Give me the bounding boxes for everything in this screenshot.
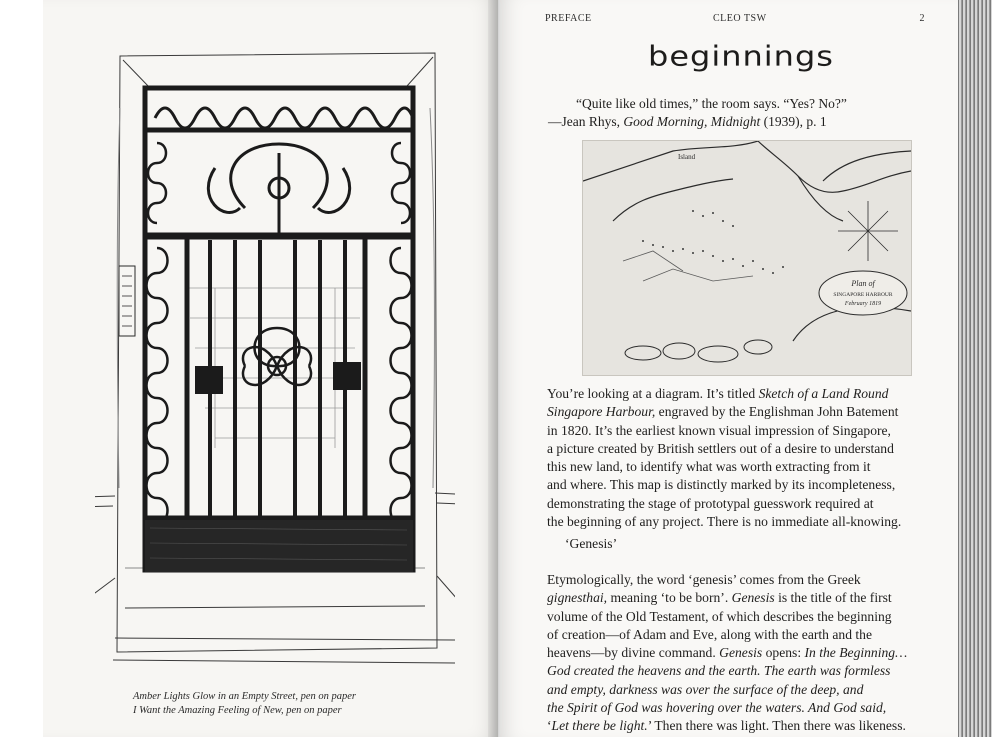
p1-line: and where. This map is distinctly marked by its incompleteness, xyxy=(547,477,896,493)
p2-line xyxy=(547,589,929,607)
text: ‘ xyxy=(547,718,552,734)
p2-line: of creation—of Adam and Eve, along with the earth and the xyxy=(547,626,873,642)
harbour-map xyxy=(582,140,912,376)
text-italic: Singapore Harbour, xyxy=(547,404,656,420)
attribution-post: (1939), p. 1 xyxy=(760,114,827,129)
p2-line: God created the heavens and the earth. The earth was formless xyxy=(547,663,891,679)
gate-drawing xyxy=(95,48,455,668)
p1-line: a picture created by British settlers out of a desire to understand xyxy=(547,440,894,456)
text: opens: xyxy=(762,645,805,661)
caption-2-title: I Want the Amazing Feeling of New, xyxy=(133,705,284,716)
attribution-work: Good Morning, Midnight xyxy=(623,114,761,129)
p1-line: in 1820. It’s the earliest known visual impression of Singapore, xyxy=(547,422,891,438)
caption-line-1 xyxy=(133,690,453,704)
chapter-title: beginnings xyxy=(648,39,834,73)
caption-1-medium: pen on paper xyxy=(297,691,357,702)
text: You’re looking at a diagram. It’s titled xyxy=(547,386,759,401)
text-italic: Genesis xyxy=(731,590,775,606)
epigraph-quote: “Quite like old times,” the room says. “Yes? No?” xyxy=(576,96,847,111)
caption-1-title: Amber Lights Glow in an Empty Street, xyxy=(133,691,298,702)
p2-line: and empty, darkness was over the surface of the deep, and xyxy=(547,681,864,697)
text-italic: Sketch of a Land Round xyxy=(758,386,889,401)
p2-line: Etymologically, the word ‘genesis’ comes from the Greek xyxy=(547,572,861,587)
caption-2-medium: pen on paper xyxy=(283,705,342,716)
running-head xyxy=(545,13,925,29)
p1-line: this new land, to identify what was worth extracting from it xyxy=(547,459,871,475)
p2-line xyxy=(547,644,929,662)
text: engraved by the Englishman John Batement xyxy=(655,404,899,420)
text: heavens—by divine command. xyxy=(547,645,720,661)
text: ’ Then there was light. Then there was likeness. xyxy=(647,718,906,734)
p2-line: the Spirit of God was hovering over the waters. And God said, xyxy=(547,700,887,716)
author-label: CLEO TSW xyxy=(713,13,767,24)
p2-line xyxy=(547,717,929,735)
caption-line-2 xyxy=(133,704,453,718)
text: meaning ‘to be born’. xyxy=(607,590,732,606)
p2-line: volume of the Old Testament, of which describes the beginning xyxy=(547,608,892,624)
text-italic: Let there be light. xyxy=(551,718,648,734)
paragraph-1 xyxy=(547,385,929,531)
p1-line: the beginning of any project. There is no immediate all-knowing. xyxy=(547,514,902,530)
subheading: ‘Genesis’ xyxy=(565,536,618,551)
epigraph-attribution xyxy=(548,113,928,131)
epigraph xyxy=(548,95,928,131)
paragraph-2 xyxy=(547,571,929,736)
p1-line xyxy=(547,403,929,421)
text: is the title of the first xyxy=(774,590,892,606)
text-italic: gignesthai, xyxy=(547,590,608,606)
p1-line xyxy=(547,385,929,403)
figure-caption xyxy=(133,690,453,718)
map-island-label: Island xyxy=(678,153,696,161)
text-italic: Genesis xyxy=(719,645,763,661)
cartouche-line-3: February 1819 xyxy=(844,301,882,307)
section-label: PREFACE xyxy=(545,13,592,24)
cartouche-line-2: SINGAPORE HARBOUR xyxy=(833,292,893,298)
attribution-pre: —Jean Rhys, xyxy=(548,114,624,129)
p1-line: demonstrating the stage of prototypal guesswork required at xyxy=(547,495,874,511)
page-number: 2 xyxy=(919,13,925,24)
page-edges xyxy=(958,0,992,737)
cartouche-line-1: Plan of xyxy=(851,279,875,288)
text-italic: In the Beginning… xyxy=(804,645,908,661)
